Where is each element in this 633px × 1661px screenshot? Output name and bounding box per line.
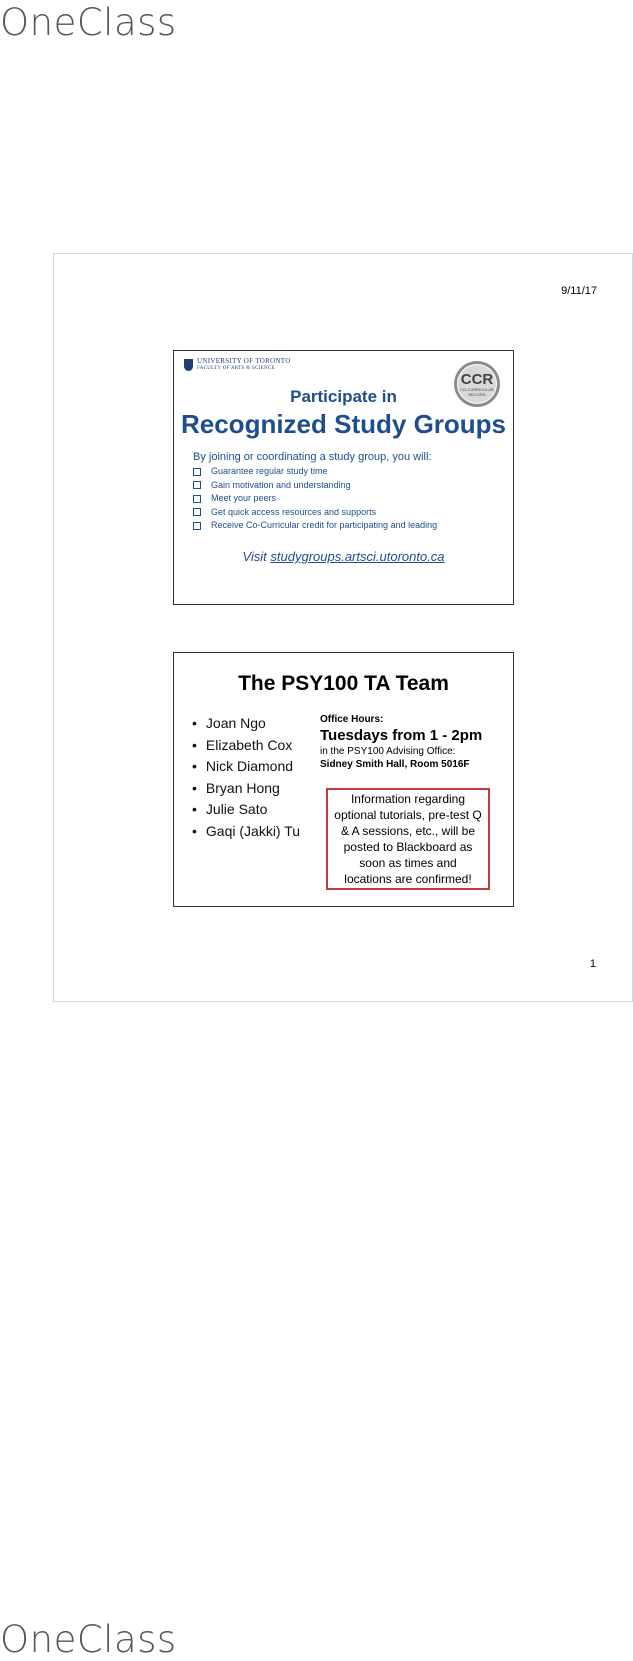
logo-text: OneClass [0, 1618, 177, 1661]
uoft-crest-icon [184, 359, 193, 371]
visit-line [174, 549, 513, 564]
list-item: • Julie Sato [192, 799, 300, 821]
study-groups-link[interactable]: studygroups.artsci.utoronto.ca [270, 549, 445, 564]
list-item: Gain motivation and understanding [193, 479, 437, 493]
checkbox-icon [193, 495, 201, 503]
list-item: • Elizabeth Cox [192, 735, 300, 757]
slide1-intro: By joining or coordinating a study group, you will: [193, 451, 432, 463]
slide1-heading-large: Recognized Study Groups [180, 409, 507, 439]
checkbox-icon [193, 508, 201, 516]
oneclass-logo-top[interactable] [0, 0, 177, 44]
list-item: • Bryan Hong [192, 778, 300, 800]
visit-prefix: Visit [242, 549, 271, 564]
info-notice-box: Information regarding optional tutorials, pre-test Q & A sessions, etc., will be posted to Blackboard as soon as times and locations are confirmed! [326, 788, 490, 890]
slide-study-groups [173, 350, 514, 605]
document-page [53, 253, 633, 1002]
uoft-logo [184, 357, 291, 373]
office-hours-room: Sidney Smith Hall, Room 5016F [320, 759, 470, 770]
slide1-heading-small: Participate in [290, 387, 397, 406]
ccr-badge-text: CCR [460, 370, 494, 388]
page-number: 1 [589, 958, 596, 970]
list-item: Receive Co-Curricular credit for participating and leading [193, 519, 437, 533]
list-item: • Gaqi (Jakki) Tu [192, 821, 300, 843]
checkbox-icon [193, 468, 201, 476]
slide-ta-team [173, 652, 514, 907]
slide2-title: The PSY100 TA Team [238, 672, 449, 695]
list-item: • Joan Ngo [192, 713, 300, 735]
list-item: Guarantee regular study time [193, 465, 437, 479]
checkbox-icon [193, 522, 201, 530]
ta-list [192, 713, 300, 843]
uoft-name: UNIVERSITY OF TORONTO [197, 357, 291, 365]
uoft-faculty: FACULTY OF ARTS & SCIENCE [197, 366, 275, 371]
office-hours-label: Office Hours: [320, 714, 384, 725]
ccr-badge-subtext: CO-CURRICULAR RECORD [460, 386, 494, 397]
checkbox-icon [193, 481, 201, 489]
office-hours-time: Tuesdays from 1 - 2pm [320, 727, 483, 744]
list-item: Get quick access resources and supports [193, 506, 437, 520]
office-hours-location: in the PSY100 Advising Office: [320, 746, 456, 757]
page-date: 9/11/17 [561, 285, 597, 297]
list-item: Meet your peers [193, 492, 437, 506]
logo-text: OneClass [0, 1, 177, 44]
list-item: • Nick Diamond [192, 756, 300, 778]
benefits-list [193, 465, 437, 533]
oneclass-logo-bottom[interactable] [0, 1617, 177, 1661]
